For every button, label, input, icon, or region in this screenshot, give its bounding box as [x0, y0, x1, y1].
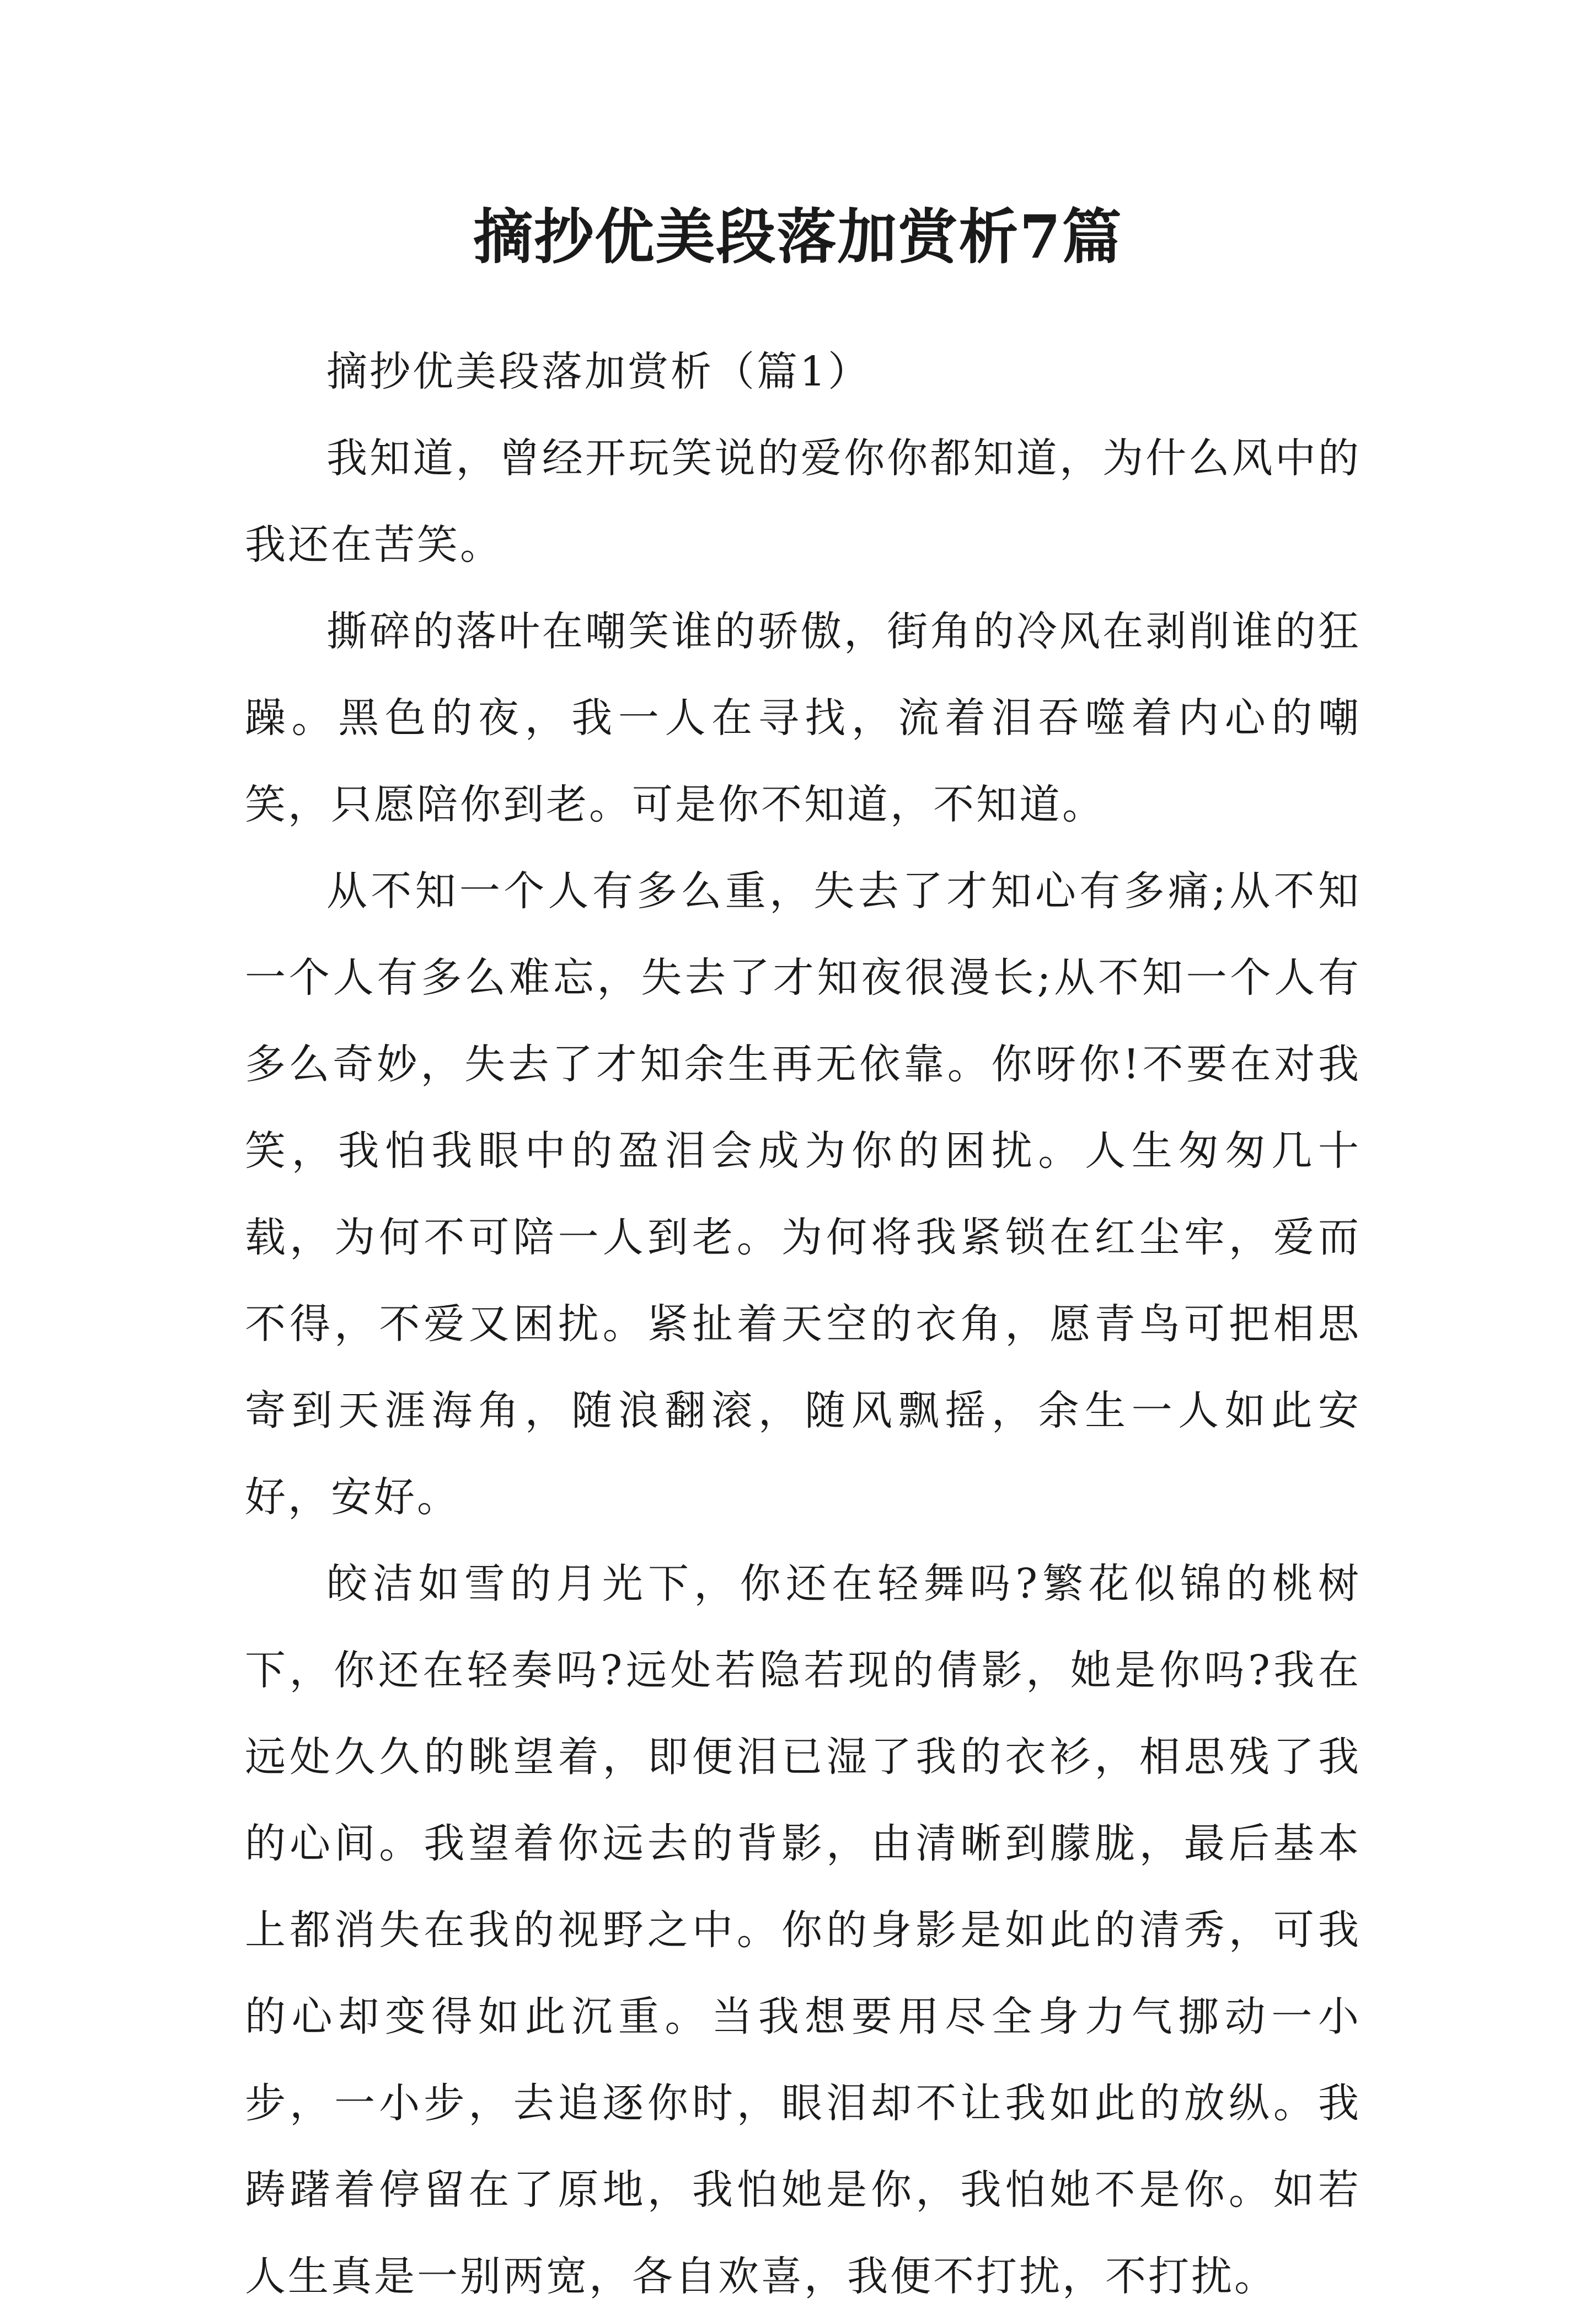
document-title: 摘抄优美段落加赏析7篇	[473, 202, 1123, 272]
paragraph-1: 我知道，曾经开玩笑说的爱你你都知道，为什么风中的我还在苦笑。	[245, 435, 1361, 569]
document-body	[245, 329, 1361, 2320]
section-heading: 摘抄优美段落加赏析（篇1）	[326, 348, 871, 395]
paragraph-2: 撕碎的落叶在嘲笑谁的骄傲，街角的冷风在剥削谁的狂躁。黑色的夜，我一人在寻找，流着泪吞噬着内心的嘲笑，只愿陪你到老。可是你不知道，不知道。	[245, 608, 1361, 828]
paragraph-4: 皎洁如雪的月光下，你还在轻舞吗?繁花似锦的桃树下，你还在轻奏吗?远处若隐若现的倩影，她是你吗?我在远处久久的眺望着，即便泪已湿了我的衣衫，相思残了我的心间。我望着你远去的背影，由清晰到朦胧，最后基本上都消失在我的视野之中。你的身影是如此的清秀，可我的心却变得如此沉重。当我想要用尽全身力气挪动一小步，一小步，去追逐你时，眼泪却不让我如此的放纵。我踌躇着停留在了原地，我怕她是你，我怕她不是你。如若人生真是一别两宽，各自欢喜，我便不打扰，不打扰。	[245, 1560, 1361, 2300]
paragraph-3: 从不知一个人有多么重，失去了才知心有多痛;从不知一个人有多么难忘，失去了才知夜很漫长;从不知一个人有多么奇妙，失去了才知余生再无依靠。你呀你!不要在对我笑，我怕我眼中的盈泪会成为你的困扰。人生匆匆几十载，为何不可陪一人到老。为何将我紧锁在红尘牢，爱而不得，不爱又困扰。紧扯着天空的衣角，愿青鸟可把相思寄到天涯海角，随浪翻滚，随风飘摇，余生一人如此安好，安好。	[245, 867, 1361, 1521]
